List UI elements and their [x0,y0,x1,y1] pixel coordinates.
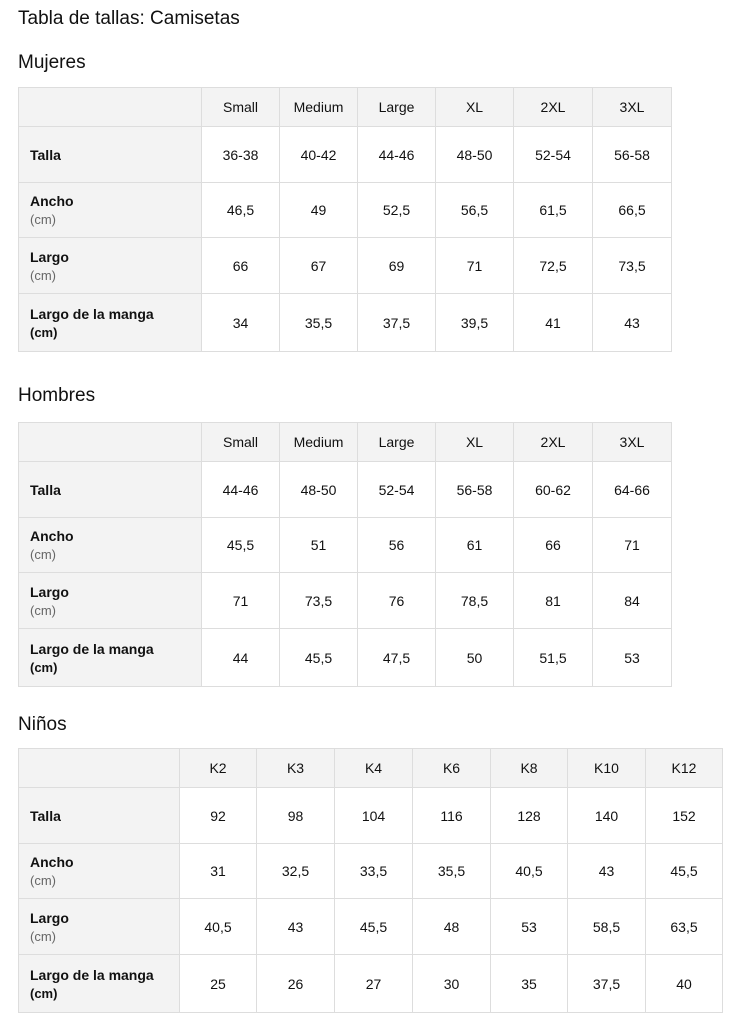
row-label-text: Talla [30,807,61,824]
size-header: Small [202,88,280,127]
table-cell: 48 [413,899,491,955]
row-unit: (cm) [30,212,56,227]
table-cell: 76 [358,573,436,629]
size-header: K10 [568,749,646,788]
table-cell: 26 [257,955,335,1013]
table-row-largo [19,238,672,294]
size-header: Small [202,423,280,462]
size-header: K4 [335,749,413,788]
row-unit: (cm) [30,602,56,618]
table-cell: 51,5 [514,629,593,687]
row-label-text: Ancho [30,854,74,870]
table-cell: 71 [202,573,280,629]
size-header: K8 [491,749,568,788]
table-cell: 66,5 [593,183,672,238]
table-cell: 60-62 [514,462,593,518]
table-cell: 45,5 [280,629,358,687]
table-row-largo-manga [19,955,723,1013]
section-title-mujeres: Mujeres [18,52,86,73]
table-cell: 53 [491,899,568,955]
row-label [19,127,202,183]
table-cell: 44-46 [358,127,436,183]
table-cell: 52,5 [358,183,436,238]
table-cell: 40-42 [280,127,358,183]
row-label [19,629,202,687]
row-label [19,183,202,238]
row-unit: (cm) [30,928,56,944]
table-cell: 40 [646,955,723,1013]
section-title-ninos: Niños [18,714,67,735]
table-cell: 52-54 [514,127,593,183]
row-unit: (cm) [30,547,56,562]
table-cell: 40,5 [491,844,568,899]
table-cell: 140 [568,788,646,844]
header-row [19,423,672,462]
table-row-largo [19,899,723,955]
table-cell: 104 [335,788,413,844]
table-cell: 64-66 [593,462,672,518]
size-header: 2XL [514,88,593,127]
table-cell: 71 [436,238,514,294]
table-cell: 31 [180,844,257,899]
table-cell: 48-50 [436,127,514,183]
row-label-text: Largo [30,583,69,600]
table-cell: 43 [593,294,672,352]
table-cell: 43 [257,899,335,955]
table-cell: 53 [593,629,672,687]
row-label [19,788,180,844]
table-cell: 84 [593,573,672,629]
table-cell: 67 [280,238,358,294]
table-cell: 73,5 [593,238,672,294]
row-unit: (cm) [30,985,58,1001]
size-header: Large [358,88,436,127]
table-row-ancho [19,183,672,238]
table-cell: 37,5 [358,294,436,352]
row-unit: (cm) [30,267,56,283]
table-cell: 56 [358,518,436,573]
table-cell: 44-46 [202,462,280,518]
row-label-text: Largo de la manga [30,640,154,657]
table-cell: 40,5 [180,899,257,955]
table-cell: 152 [646,788,723,844]
table-cell: 25 [180,955,257,1013]
table-cell: 50 [436,629,514,687]
row-label [19,294,202,352]
header-row [19,749,723,788]
table-cell: 56-58 [593,127,672,183]
table-cell: 66 [514,518,593,573]
table-cell: 69 [358,238,436,294]
table-cell: 43 [568,844,646,899]
size-header: 3XL [593,88,672,127]
size-header: K6 [413,749,491,788]
table-cell: 30 [413,955,491,1013]
row-label [19,899,180,955]
size-header: Large [358,423,436,462]
table-row-largo-manga [19,629,672,687]
size-header: 2XL [514,423,593,462]
table-cell: 51 [280,518,358,573]
size-header: Medium [280,423,358,462]
header-row [19,88,672,127]
table-cell: 49 [280,183,358,238]
table-cell: 39,5 [436,294,514,352]
row-label-text: Talla [30,481,61,498]
size-header: 3XL [593,423,672,462]
row-label [19,238,202,294]
size-table-mujeres [18,87,672,352]
corner-cell [19,88,202,127]
size-table-ninos [18,748,723,1013]
table-cell: 41 [514,294,593,352]
corner-cell [19,749,180,788]
table-cell: 52-54 [358,462,436,518]
row-unit: (cm) [30,659,58,675]
table-cell: 98 [257,788,335,844]
row-label-text: Largo [30,909,69,926]
table-cell: 33,5 [335,844,413,899]
table-cell: 35,5 [413,844,491,899]
row-label-text: Ancho [30,193,74,209]
table-row-talla [19,462,672,518]
table-cell: 35 [491,955,568,1013]
row-unit: (cm) [30,324,58,340]
row-label-text: Talla [30,146,61,163]
size-header: Medium [280,88,358,127]
size-header: XL [436,423,514,462]
table-row-ancho [19,844,723,899]
row-label [19,462,202,518]
table-cell: 66 [202,238,280,294]
table-row-largo [19,573,672,629]
table-cell: 78,5 [436,573,514,629]
table-cell: 32,5 [257,844,335,899]
size-header: XL [436,88,514,127]
table-cell: 27 [335,955,413,1013]
row-label [19,573,202,629]
table-row-largo-manga [19,294,672,352]
table-cell: 71 [593,518,672,573]
table-cell: 81 [514,573,593,629]
table-cell: 128 [491,788,568,844]
table-cell: 48-50 [280,462,358,518]
table-cell: 37,5 [568,955,646,1013]
row-label [19,518,202,573]
table-cell: 45,5 [202,518,280,573]
row-label-text: Largo de la manga [30,305,154,322]
row-unit: (cm) [30,873,56,888]
size-header: K12 [646,749,723,788]
table-row-talla [19,788,723,844]
table-cell: 45,5 [646,844,723,899]
table-cell: 92 [180,788,257,844]
row-label-text: Ancho [30,528,74,544]
table-cell: 36-38 [202,127,280,183]
row-label [19,955,180,1013]
table-row-talla [19,127,672,183]
table-cell: 73,5 [280,573,358,629]
table-cell: 56,5 [436,183,514,238]
table-cell: 56-58 [436,462,514,518]
table-cell: 46,5 [202,183,280,238]
table-cell: 34 [202,294,280,352]
section-title-hombres: Hombres [18,385,96,406]
table-cell: 45,5 [335,899,413,955]
size-header: K3 [257,749,335,788]
page-title: Tabla de tallas: Camisetas [18,8,240,29]
table-cell: 44 [202,629,280,687]
table-cell: 58,5 [568,899,646,955]
size-header: K2 [180,749,257,788]
row-label [19,844,180,899]
table-cell: 63,5 [646,899,723,955]
size-table-hombres [18,422,672,687]
table-cell: 47,5 [358,629,436,687]
table-cell: 116 [413,788,491,844]
table-cell: 35,5 [280,294,358,352]
row-label-text: Largo [30,248,69,265]
table-cell: 61 [436,518,514,573]
row-label-text: Largo de la manga [30,966,154,983]
table-row-ancho [19,518,672,573]
table-cell: 61,5 [514,183,593,238]
table-cell: 72,5 [514,238,593,294]
corner-cell [19,423,202,462]
